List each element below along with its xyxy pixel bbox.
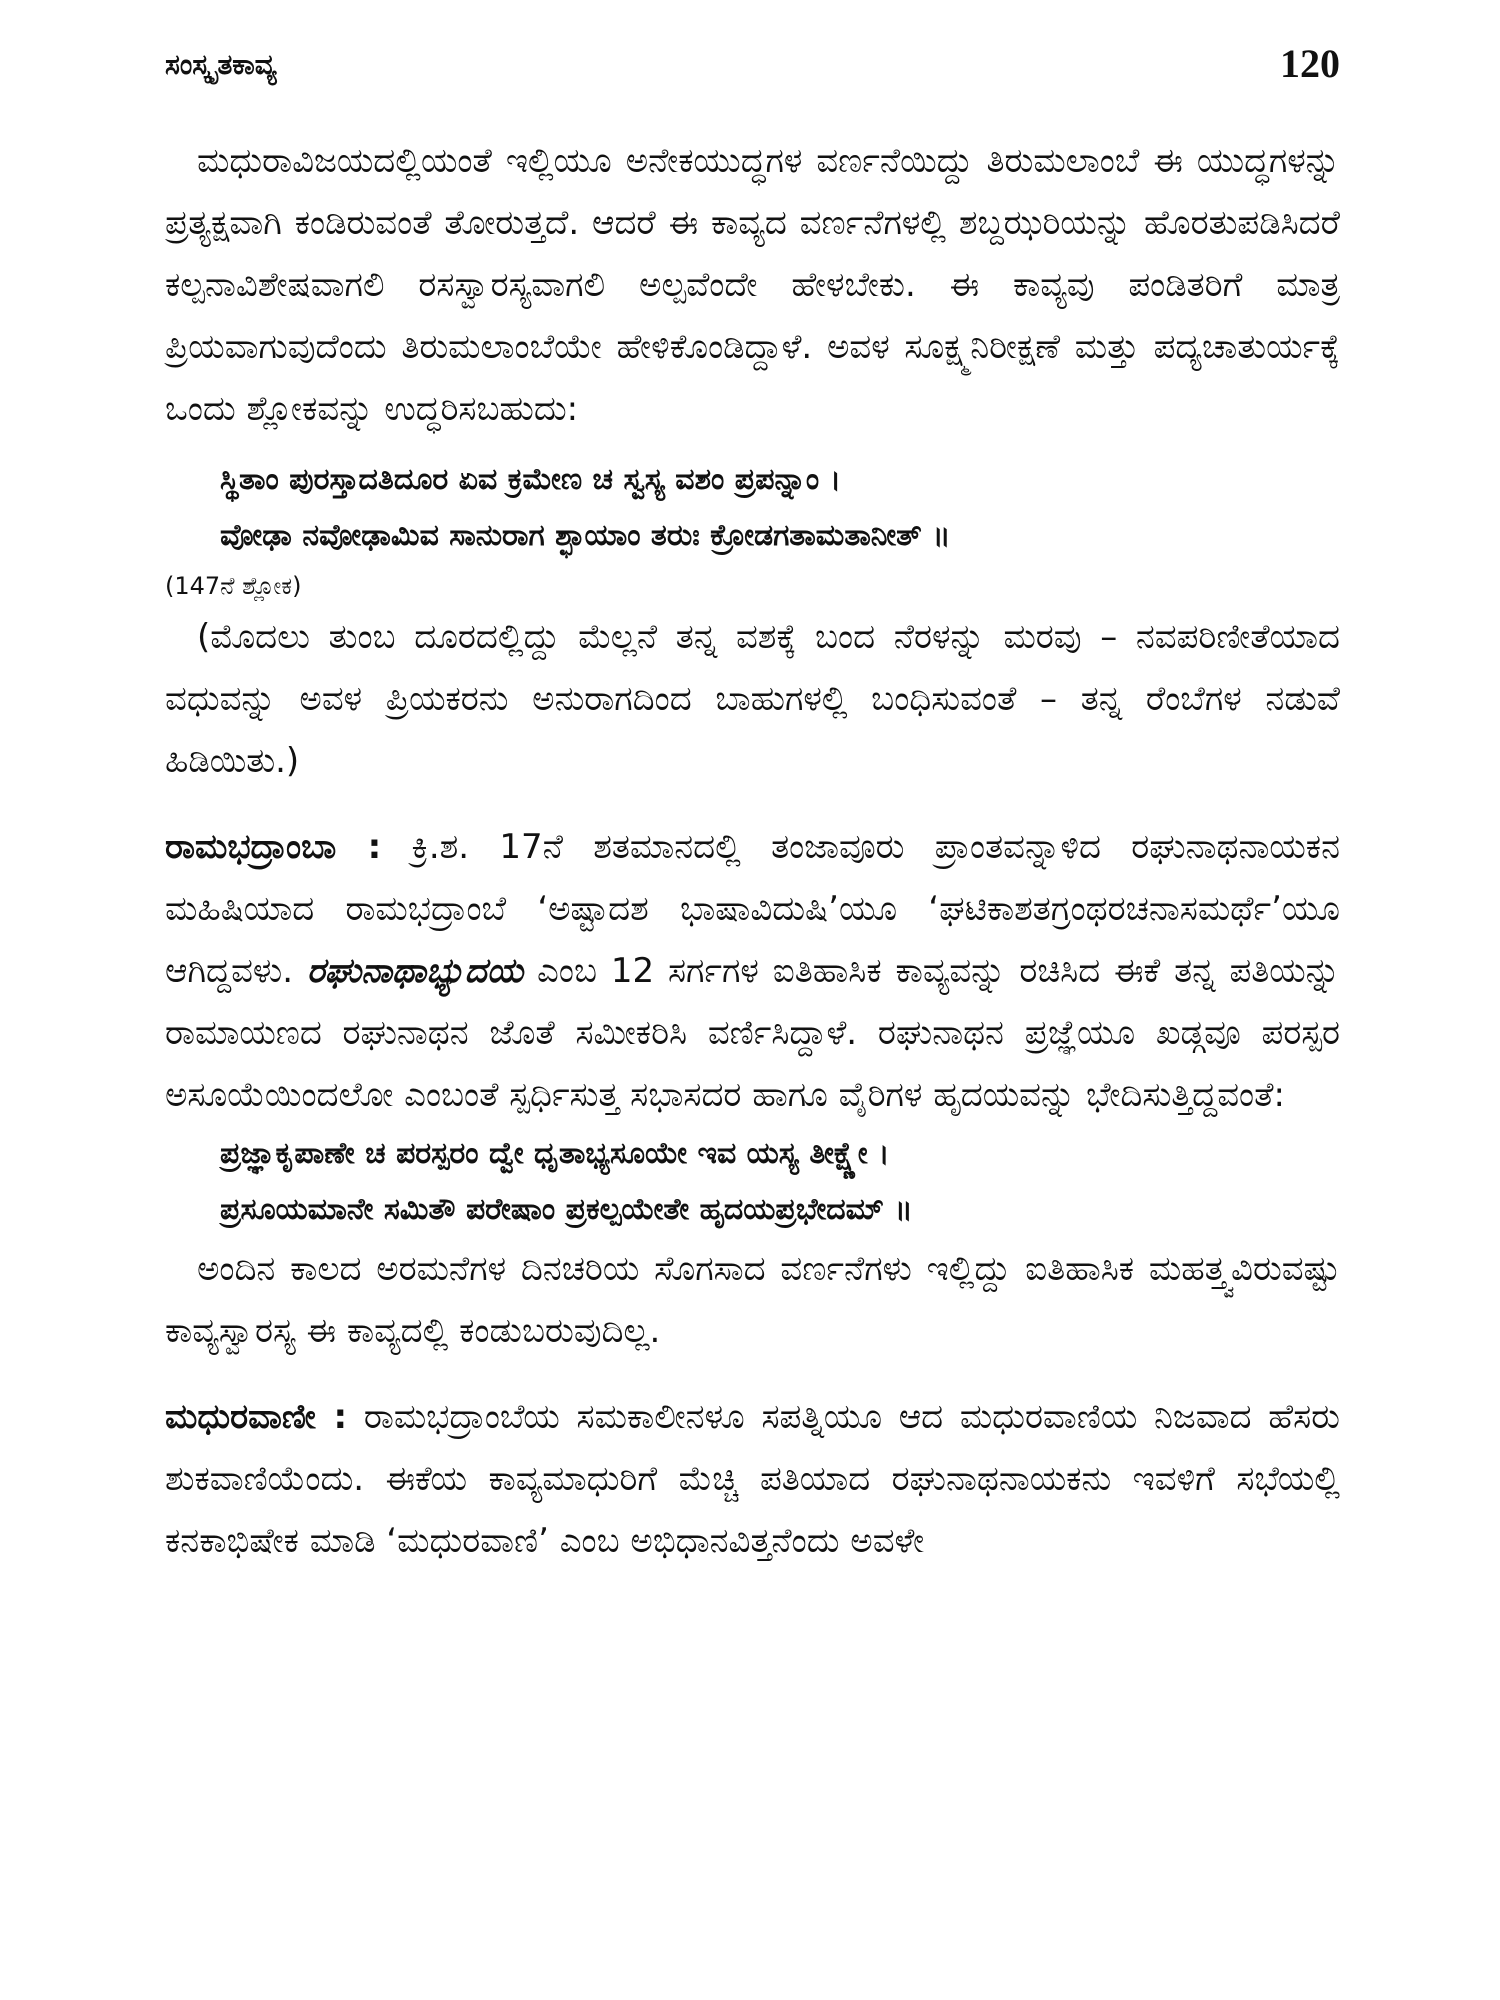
verse-line-1: ಸ್ಥಿತಾಂ ಪುರಸ್ತಾದತಿದೂರ ಏವ ಕ್ರಮೇಣ ಚ ಸ್ವಸ್ಯ ವಶಂ ಪ್ರಪನ್ನಾಂ । bbox=[220, 462, 841, 497]
page-header bbox=[165, 40, 1340, 100]
sanskrit-verse-prajna bbox=[165, 1126, 1340, 1238]
paragraph-tirumalamba-critique: ಮಧುರಾವಿಜಯದಲ್ಲಿಯಂತೆ ಇಲ್ಲಿಯೂ ಅನೇಕಯುದ್ಧಗಳ ವರ್ಣನೆಯಿದ್ದು ತಿರುಮಲಾಂಬೆ ಈ ಯುದ್ಧಗಳನ್ನು ಪ್ರತ್ಯಕ್ಷವಾಗಿ ಕಂಡಿರುವಂತೆ ತೋರುತ್ತದೆ. ಆದರೆ ಈ ಕಾವ್ಯದ ವರ್ಣನೆಗಳಲ್ಲಿ ಶಬ್ದಝರಿಯನ್ನು ಹೊರತುಪಡಿಸಿದರೆ ಕಲ್ಪನಾವಿಶೇಷವಾಗಲಿ ರಸಸ್ವಾರಸ್ಯವಾಗಲಿ ಅಲ್ಪವೆಂದೇ ಹೇಳಬೇಕು. ಈ ಕಾವ್ಯವು ಪಂಡಿತರಿಗೆ ಮಾತ್ರ ಪ್ರಿಯವಾಗುವುದೆಂದು ತಿರುಮಲಾಂಬೆಯೇ ಹೇಳಿಕೊಂಡಿದ್ದಾಳೆ. ಅವಳ ಸೂಕ್ಷ್ಮನಿರೀಕ್ಷಣೆ ಮತ್ತು ಪದ್ಯಚಾತುರ್ಯಕ್ಕೆ ಒಂದು ಶ್ಲೋಕವನ್ನು ಉದ್ಧರಿಸಬಹುದು: bbox=[165, 141, 1340, 429]
section-text: ಕ್ರಿ.ಶ. 17ನೆ ಶತಮಾನದಲ್ಲಿ ತಂಜಾವೂರು ಪ್ರಾಂತವನ್ನಾಳಿದ ರಘುನಾಥನಾಯಕನ ಮಹಿಷಿಯಾದ ರಾಮಭದ್ರಾಂಬೆ ‘ಅಷ್ಟಾದಶ ಭಾಷಾವಿದುಷಿ’ಯೂ ‘ಘಟಿಕಾಶತಗ್ರಂಥರಚನಾಸಮರ್ಥೆ’ಯೂ ಆಗಿದ್ದವಳು. bbox=[165, 827, 1340, 991]
section-term-madhuravani: ಮಧುರವಾಣೀ : bbox=[165, 1397, 348, 1437]
section-text: ಎಂಬ 12 ಸರ್ಗಗಳ ಐತಿಹಾಸಿಕ ಕಾವ್ಯವನ್ನು ರಚಿಸಿದ ಈಕೆ ತನ್ನ ಪತಿಯನ್ನು ರಾಮಾಯಣದ ರಘುನಾಥನ ಜೊತೆ ಸಮೀಕರಿಸಿ ವರ್ಣಿಸಿದ್ದಾಳೆ. ರಘುನಾಥನ ಪ್ರಜ್ಞೆಯೂ ಖಡ್ಗವೂ ಪರಸ್ಪರ ಅಸೂಯೆಯಿಂದಲೋ ಎಂಬಂತೆ ಸ್ಪರ್ಧಿಸುತ್ತ ಸಭಾಸದರ ಹಾಗೂ ವೈರಿಗಳ ಹೃದಯವನ್ನು ಭೇದಿಸುತ್ತಿದ್ದವಂತೆ: bbox=[165, 951, 1340, 1115]
verse-line-2: ಪ್ರಸೂಯಮಾನೇ ಸಮಿತೌ ಪರೇಷಾಂ ಪ್ರಕಲ್ಪಯೇತೇ ಹೃದಯಪ್ರಭೇದಮ್ ॥ bbox=[220, 1192, 913, 1227]
work-title-raghunathabhyudaya: ರಘುನಾಥಾಭ್ಯುದಯ bbox=[306, 951, 524, 991]
sanskrit-verse-147 bbox=[165, 452, 1340, 564]
section-text: ರಾಮಭದ್ರಾಂಬೆಯ ಸಮಕಾಲೀನಳೂ ಸಪತ್ನಿಯೂ ಆದ ಮಧುರವಾಣಿಯ ನಿಜವಾದ ಹೆಸರು ಶುಕವಾಣಿಯೆಂದು. ಈಕೆಯ ಕಾವ್ಯಮಾಧುರಿಗೆ ಮೆಚ್ಚಿ ಪತಿಯಾದ ರಘುನಾಥನಾಯಕನು ಇವಳಿಗೆ ಸಭೆಯಲ್ಲಿ ಕನಕಾಭಿಷೇಕ ಮಾಡಿ ‘ಮಧುರವಾಣಿ’ ಎಂಬ ಅಭಿಧಾನವಿತ್ತನೆಂದು ಅವಳೇ bbox=[165, 1397, 1340, 1561]
running-title: ಸಂಸ್ಕೃತಕಾವ್ಯ bbox=[165, 48, 277, 81]
page-body bbox=[165, 130, 1340, 1572]
paragraph-madhuravani bbox=[165, 1386, 1340, 1572]
verse-line-1: ಪ್ರಜ್ಞಾಕೃಪಾಣೇ ಚ ಪರಸ್ಪರಂ ದ್ವೇ ಧೃತಾಭ್ಯಸೂಯೇ ಇವ ಯಸ್ಯ ತೀಕ್ಷ್ಣೇ । bbox=[220, 1136, 890, 1171]
verse-line-2: ವೋಢಾ ನವೋಢಾಮಿವ ಸಾನುರಾಗ ಶ್ಛಾಯಾಂ ತರುಃ ಕ್ರೋಡಗತಾಮತಾನೀತ್ ॥ bbox=[220, 518, 951, 553]
verse-reference: (147ನೆ ಶ್ಲೋಕ) bbox=[165, 572, 302, 600]
section-term-ramabhadramba: ರಾಮಭದ್ರಾಂಬಾ : bbox=[165, 827, 382, 867]
paragraph-ramabhadramba bbox=[165, 816, 1340, 1126]
paragraph-verse-translation: (ಮೊದಲು ತುಂಬ ದೂರದಲ್ಲಿದ್ದು ಮೆಲ್ಲನೆ ತನ್ನ ವಶಕ್ಕೆ ಬಂದ ನೆರಳನ್ನು ಮರವು – ನವಪರಿಣೀತೆಯಾದ ವಧುವನ್ನು ಅವಳ ಪ್ರಿಯಕರನು ಅನುರಾಗದಿಂದ ಬಾಹುಗಳಲ್ಲಿ ಬಂಧಿಸುವಂತೆ – ತನ್ನ ರೆಂಬೆಗಳ ನಡುವೆ ಹಿಡಿಯಿತು.) bbox=[165, 617, 1340, 781]
paragraph-palace-descriptions: ಅಂದಿನ ಕಾಲದ ಅರಮನೆಗಳ ದಿನಚರಿಯ ಸೊಗಸಾದ ವರ್ಣನೆಗಳು ಇಲ್ಲಿದ್ದು ಐತಿಹಾಸಿಕ ಮಹತ್ತ್ವವಿರುವಷ್ಟು ಕಾವ್ಯಸ್ವಾರಸ್ಯ ಈ ಕಾವ್ಯದಲ್ಲಿ ಕಂಡುಬರುವುದಿಲ್ಲ. bbox=[165, 1249, 1340, 1351]
page-number: 120 bbox=[1280, 41, 1340, 86]
